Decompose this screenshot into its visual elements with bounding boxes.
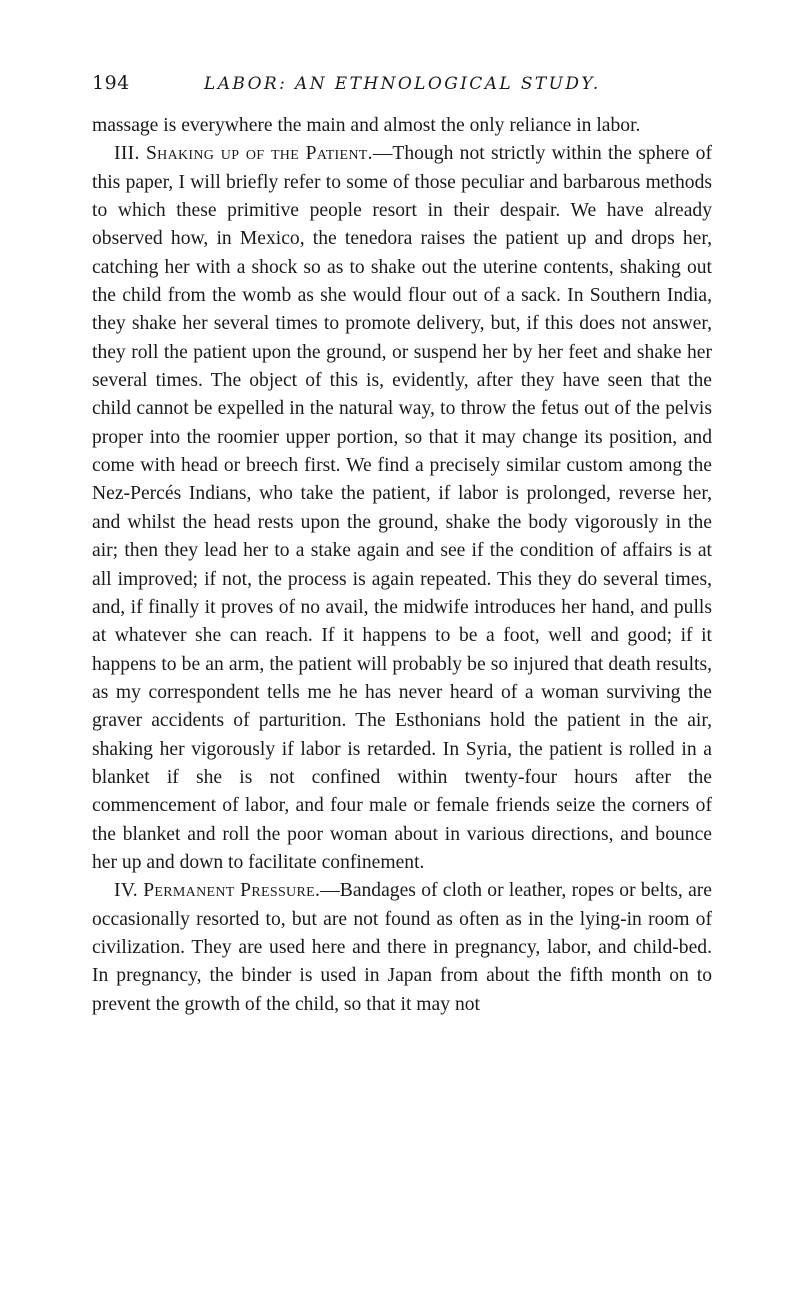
paragraph-shaking-up [92, 140, 712, 877]
section-heading: Permanent Pressure. [143, 880, 321, 902]
paragraph-continuation [92, 112, 712, 140]
running-head: LABOR: AN ETHNOLOGICAL STUDY. [204, 74, 601, 94]
paragraph-text: massage is everywhere the main and almost the only reliance in labor. [92, 115, 641, 136]
page-number: 194 [92, 72, 130, 94]
page-header [92, 70, 712, 104]
book-page [92, 70, 712, 1019]
paragraph-text: —Though not strictly within the sphere of this paper, I will briefly refer to some of those peculiar and barbarous methods to which these primitive people resort in their despair. We have already observed how, in Mexico, the tenedora raises the patient up and drops her, catching her with a shock so as to shake out the uterine contents, shaking out the child from the womb as she would flour out of a sack. In Southern India, they shake her several times to promote delivery, but, if this does not answer, they roll the patient upon the ground, or suspend her by her feet and shake her several times. The object of this is, evidently, after they have seen that the child cannot be expelled in the natural way, to throw the fetus out of the pelvis proper into the roomier upper portion, so that it may change its position, and come with head or breech first. We find a precisely similar custom among the Nez-Percés Indians, who take the patient, if labor is prolonged, reverse her, and whilst the head rests upon the ground, shake the body vigorously in the air; then they lead her to a stake again and see if the condition of affairs is at all improved; if not, the process is again repeated. This they do several times, and, if finally it proves of no avail, the midwife introduces her hand, and pulls at whatever she can reach. If it happens to be a foot, well and good; if it happens to be an arm, the patient will probably be so injured that death results, as my correspondent tells me he has never heard of a woman surviving the graver accidents of parturition. The Esthonians hold the patient in the air, shaking her vigorously if labor is retarded. In Syria, the patient is rolled in a blanket if she is not confined within twenty-four hours after the commencement of labor, and four male or female friends seize the corners of the blanket and roll the poor woman about in various directions, and bounce her up and down to facilitate confinement. [92, 143, 713, 873]
section-heading: Shaking up of the Patient. [145, 143, 373, 165]
paragraph-text: —Bandages of cloth or leather, ropes or belts, are occasionally resorted to, but are not found as often as in the lying-in room of civilization. They are used here and there in pregnancy, labor, and child-bed. In pregnancy, the binder is used in Japan from about the fifth month on to prevent the growth of the child, so that it may not [92, 880, 712, 1015]
section-number: IV. [114, 880, 138, 902]
section-number: III. [114, 143, 140, 165]
paragraph-permanent-pressure [92, 877, 712, 1019]
body-text [92, 112, 712, 1019]
